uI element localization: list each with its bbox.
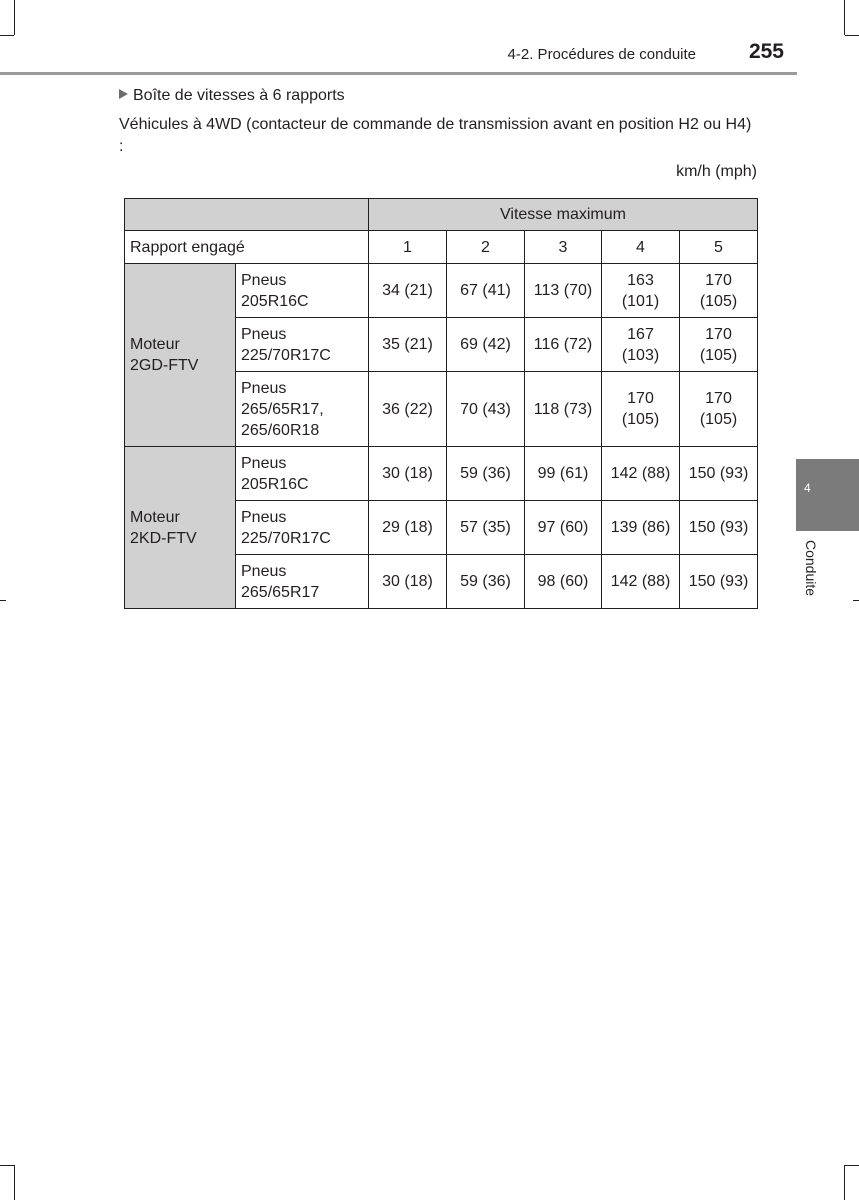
crop-mark [14,1165,15,1200]
empty-header-cell [125,199,369,231]
speed-value: 150 (93) [680,501,758,555]
speed-value: 116 (72) [525,318,602,372]
crop-mark [845,35,859,36]
speed-value: 30 (18) [369,447,447,501]
chapter-number: 4 [804,481,811,495]
tire-label: Pneus 225/70R17C [236,318,369,372]
tire-label: Pneus 205R16C [236,264,369,318]
section-title: 4-2. Procédures de conduite [507,46,696,63]
speed-value: 69 (42) [447,318,525,372]
gear-number: 2 [447,231,525,264]
speed-value: 59 (36) [447,555,525,609]
speed-value: 98 (60) [525,555,602,609]
page-number: 255 [748,40,784,63]
tire-label: Pneus 225/70R17C [236,501,369,555]
tire-label: Pneus 265/65R17 [236,555,369,609]
speed-value: 67 (41) [447,264,525,318]
tire-label: Pneus 205R16C [236,447,369,501]
gear-number: 4 [602,231,680,264]
speed-value: 170 (105) [680,318,758,372]
speed-value: 34 (21) [369,264,447,318]
speed-value: 29 (18) [369,501,447,555]
speed-value: 35 (21) [369,318,447,372]
unit-label: km/h (mph) [676,163,757,180]
speed-value: 139 (86) [602,501,680,555]
intro-text: Véhicules à 4WD (contacteur de commande de transmission avant en position H2 ou H4) : [119,116,752,155]
crop-mark [14,0,15,35]
speed-value: 170 (105) [680,264,758,318]
gear-number: 1 [369,231,447,264]
max-speed-table [124,198,758,609]
speed-value: 30 (18) [369,555,447,609]
max-speed-header: Vitesse maximum [369,199,758,231]
speed-value: 142 (88) [602,555,680,609]
speed-value: 170 (105) [602,372,680,447]
engine-label: Moteur 2GD-FTV [125,264,236,447]
engine-rows [125,264,758,609]
table-row [125,264,758,318]
crop-mark [845,1165,859,1166]
gear-number: 5 [680,231,758,264]
crop-mark [0,35,14,36]
speed-value: 118 (73) [525,372,602,447]
speed-value: 59 (36) [447,447,525,501]
chapter-tab [796,459,859,531]
gear-header: Rapport engagé [125,231,369,264]
crop-mark [0,600,6,601]
triangle-bullet-icon [119,89,128,99]
crop-mark [844,0,845,35]
engine-label: Moteur 2KD-FTV [125,447,236,609]
crop-mark [0,1165,14,1166]
chapter-label: Conduite [803,540,819,597]
speed-value: 163 (101) [602,264,680,318]
subsection-heading [119,87,345,105]
speed-value: 150 (93) [680,447,758,501]
speed-value: 170 (105) [680,372,758,447]
gear-number: 3 [525,231,602,264]
speed-value: 142 (88) [602,447,680,501]
header-divider [0,72,797,75]
speed-value: 36 (22) [369,372,447,447]
subsection-title: Boîte de vitesses à 6 rapports [133,87,345,104]
speed-value: 150 (93) [680,555,758,609]
speed-value: 167 (103) [602,318,680,372]
crop-mark [844,1165,845,1200]
table-row [125,447,758,501]
speed-value: 99 (61) [525,447,602,501]
speed-value: 70 (43) [447,372,525,447]
speed-value: 57 (35) [447,501,525,555]
crop-mark [853,600,859,601]
tire-label: Pneus 265/65R17, 265/60R18 [236,372,369,447]
speed-value: 97 (60) [525,501,602,555]
speed-value: 113 (70) [525,264,602,318]
